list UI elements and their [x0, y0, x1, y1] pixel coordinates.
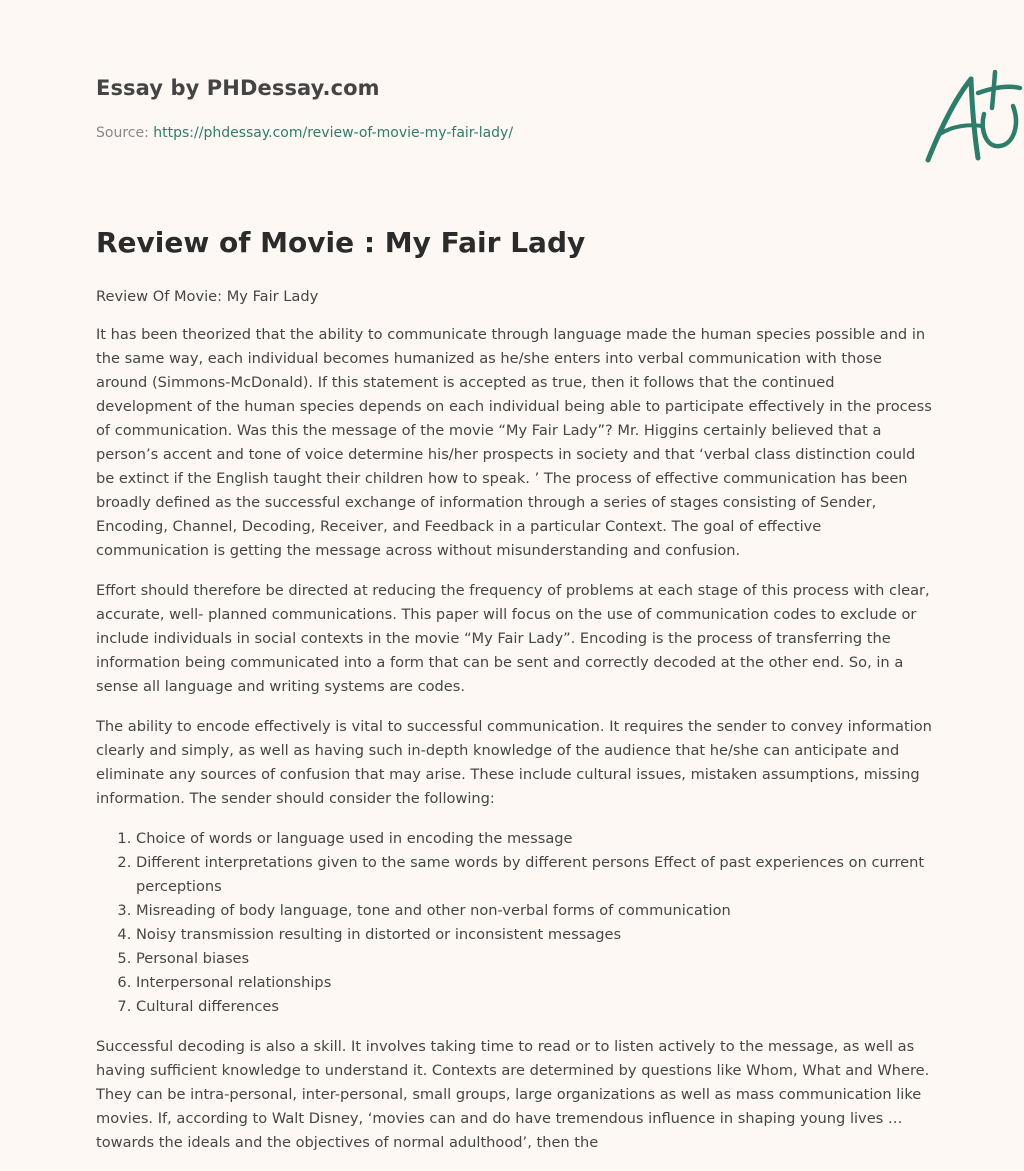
closing-paragraph: Successful decoding is also a skill. It involves taking time to read or to listen actively to the message, as well as having sufficient knowledge to understand it. Contexts are determined by questions like Whom, What and Where. They can be intra-personal, inter-personal, small groups, large organizations as well as mass communication like movies. If, according to Walt Disney, ‘movies can and do have tremendous influence in shaping young lives … towards the ideals and the objectives of normal adulthood’, then the — [96, 1038, 930, 1151]
plus-vertical — [992, 72, 995, 108]
a-left-stroke — [928, 79, 971, 160]
list-item: 1. Choice of words or language used in encoding the message — [136, 827, 932, 851]
list-item: 4. Noisy transmission resulting in distorted or inconsistent messages — [136, 923, 932, 947]
list-item: 6. Interpersonal relationships — [136, 971, 932, 995]
paragraph-1: It has been theorized that the ability to communicate through language made the human species possible and in the same way, each individual becomes humanized as he/she enters into verbal communication with those around (Simmons-McDonald). If this statement is accepted as true, then it follows that the continued development of the human species depends on each individual being able to participate effectively in the process of communication. Was this the message of the movie “My Fair Lady”? Mr. Higgins certainly believed that a person’s accent and tone of voice determine his/her prospects in society and that ‘verbal class distinction could be extinct if the English taught their children how to speak. ’ The process of effective communication has been broadly defined as the successful exchange of information through a series of stages consisting of Sender, Encoding, Channel, Decoding, Receiver, and Feedback in a particular Context. The goal of effective communication is getting the message across without misunderstanding and confusion. — [96, 326, 932, 559]
plus-horizontal — [978, 87, 1020, 93]
a-plus-icon — [916, 68, 1024, 168]
list-item: 2. Different interpretations given to the same words by different persons Effect of past experiences on current perceptions — [136, 851, 932, 899]
source-link[interactable]: https://phdessay.com/review-of-movie-my-fair-lady/ — [153, 125, 514, 141]
paragraph-3: The ability to encode effectively is vital to successful communication. It requires the sender to convey information clearly and simply, as well as having such in-depth knowledge of the audience that he/she can anticipate and eliminate any sources of confusion that may arise. These include cultural issues, mistaken assumptions, missing information. The sender should consider the following: — [96, 718, 932, 807]
a-right-stroke — [971, 79, 978, 158]
site-brand: Essay by PHDessay.com — [96, 76, 380, 100]
o-loop — [983, 106, 1016, 146]
paragraph-2: Effort should therefore be directed at reducing the frequency of problems at each stage of this process with clear, accurate, well- planned communications. This paper will focus on the use of communication codes to exclude or include individuals in social contexts in the movie “My Fair Lady”. Encoding is the process of transferring the information being communicated into a form that can be sent and correctly decoded at the other end. So, in a sense all language and writing systems are codes. — [96, 582, 930, 695]
list-item: 3. Misreading of body language, tone and other non-verbal forms of communication — [136, 899, 932, 923]
source-label: Source: — [96, 125, 149, 141]
considerations-list — [96, 827, 932, 1019]
list-item: 5. Personal biases — [136, 947, 932, 971]
article-title: Review of Movie : My Fair Lady — [96, 226, 586, 259]
article-subheading: Review Of Movie: My Fair Lady — [96, 288, 319, 305]
list-item: 7. Cultural differences — [136, 995, 932, 1019]
source-line — [96, 125, 513, 141]
article-body — [96, 285, 932, 1171]
